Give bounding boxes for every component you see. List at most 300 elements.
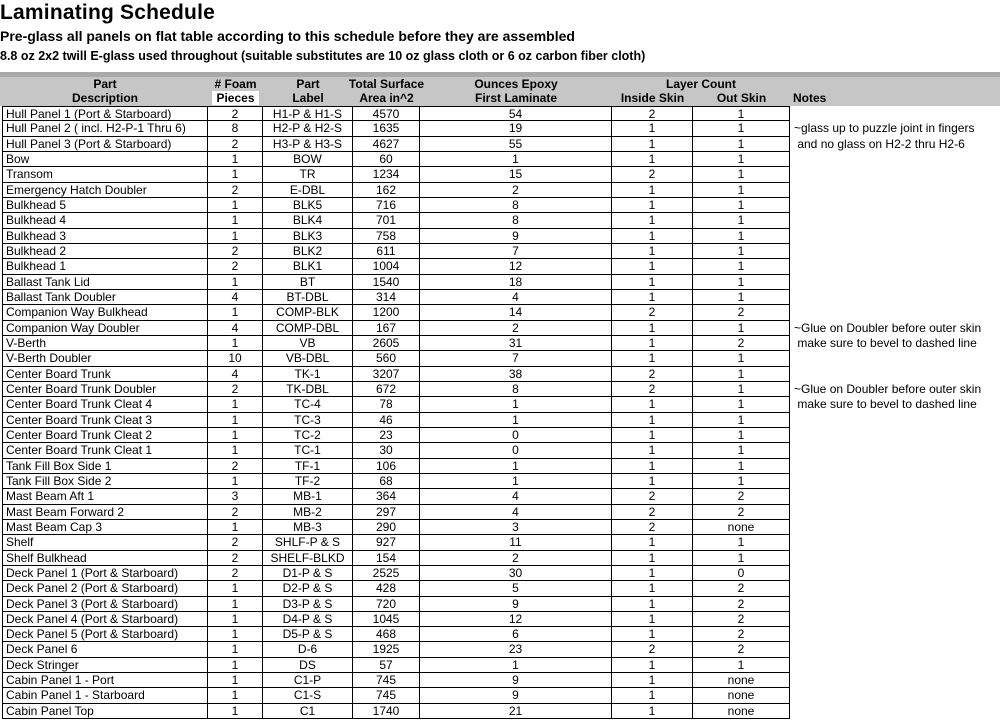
table-row	[3, 382, 999, 397]
cell-part-description: Bulkhead 5	[3, 198, 208, 213]
table-row	[3, 305, 999, 320]
cell-inside-skin: 2	[612, 382, 693, 397]
cell-foam-pieces: 2	[208, 566, 263, 581]
cell-surface-area: 1925	[353, 642, 420, 657]
cell-ounces-epoxy: 7	[420, 351, 612, 366]
table-row	[3, 428, 999, 443]
cell-surface-area: 1004	[353, 259, 420, 274]
table-row	[3, 520, 999, 535]
cell-out-skin: 2	[693, 505, 790, 520]
cell-out-skin: 1	[693, 198, 790, 213]
cell-surface-area: 78	[353, 397, 420, 412]
cell-note	[790, 612, 999, 627]
cell-ounces-epoxy: 0	[420, 443, 612, 458]
cell-out-skin: 1	[693, 367, 790, 382]
cell-out-skin: none	[693, 704, 790, 719]
cell-part-label: E-DBL	[263, 183, 353, 198]
cell-ounces-epoxy: 8	[420, 382, 612, 397]
cell-note: ~Glue on Doubler before outer skin	[794, 381, 982, 396]
cell-note	[790, 520, 999, 535]
table-row	[3, 658, 999, 673]
cell-surface-area: 1234	[353, 167, 420, 182]
cell-part-description: Hull Panel 3 (Port & Starboard)	[3, 137, 208, 152]
cell-inside-skin: 1	[612, 321, 693, 336]
cell-note	[790, 459, 999, 474]
cell-surface-area: 3207	[353, 367, 420, 382]
cell-surface-area: 716	[353, 198, 420, 213]
cell-inside-skin: 1	[612, 443, 693, 458]
cell-foam-pieces: 2	[208, 505, 263, 520]
cell-part-label: C1	[263, 704, 353, 719]
cell-part-description: Mast Beam Cap 3	[3, 520, 208, 535]
table-row	[3, 229, 999, 244]
cell-note: ~Glue on Doubler before outer skin	[794, 320, 982, 335]
cell-part-description: Shelf	[3, 535, 208, 550]
header-part-description-line1: Part	[93, 77, 117, 91]
cell-part-description: Ballast Tank Doubler	[3, 290, 208, 305]
table-row	[3, 137, 999, 152]
cell-inside-skin: 1	[612, 688, 693, 703]
subtitle-line1: Pre-glass all panels on flat table according to this schedule before they are assembled	[0, 28, 575, 44]
cell-out-skin: none	[693, 688, 790, 703]
cell-part-label: D3-P & S	[263, 597, 353, 612]
cell-part-label: TF-1	[263, 459, 353, 474]
table-row	[3, 321, 999, 336]
cell-foam-pieces: 10	[208, 351, 263, 366]
table-row	[3, 198, 999, 213]
cell-out-skin: 1	[693, 152, 790, 167]
cell-foam-pieces: 2	[208, 551, 263, 566]
cell-foam-pieces: 8	[208, 121, 263, 136]
cell-part-description: Deck Panel 3 (Port & Starboard)	[3, 597, 208, 612]
cell-surface-area: 46	[353, 413, 420, 428]
cell-out-skin: 1	[693, 397, 790, 412]
cell-inside-skin: 1	[612, 336, 693, 351]
cell-out-skin: 1	[693, 321, 790, 336]
cell-surface-area: 290	[353, 520, 420, 535]
cell-note	[790, 229, 999, 244]
cell-foam-pieces: 1	[208, 627, 263, 642]
table-row	[3, 673, 999, 688]
cell-foam-pieces: 2	[208, 259, 263, 274]
cell-part-description: Mast Beam Forward 2	[3, 505, 208, 520]
cell-inside-skin: 1	[612, 397, 693, 412]
cell-note	[790, 259, 999, 274]
cell-part-description: Cabin Panel 1 - Port	[3, 673, 208, 688]
cell-inside-skin: 1	[612, 597, 693, 612]
cell-ounces-epoxy: 6	[420, 627, 612, 642]
cell-part-label: D4-P & S	[263, 612, 353, 627]
cell-ounces-epoxy: 1	[420, 658, 612, 673]
cell-surface-area: 23	[353, 428, 420, 443]
cell-note	[790, 244, 999, 259]
cell-inside-skin: 2	[612, 489, 693, 504]
table-row	[3, 367, 999, 382]
table-row	[3, 459, 999, 474]
table-row	[3, 597, 999, 612]
cell-note	[790, 167, 999, 182]
cell-part-label: TF-2	[263, 474, 353, 489]
table-row	[3, 106, 999, 121]
header-inside-skin: Inside Skin	[620, 91, 685, 105]
cell-ounces-epoxy: 11	[420, 535, 612, 550]
cell-surface-area: 68	[353, 474, 420, 489]
cell-out-skin: 1	[693, 382, 790, 397]
table-row	[3, 474, 999, 489]
cell-note	[790, 213, 999, 228]
cell-foam-pieces: 2	[208, 183, 263, 198]
cell-inside-skin: 1	[612, 566, 693, 581]
cell-inside-skin: 1	[612, 229, 693, 244]
active-cell-highlight: Pieces	[212, 91, 258, 105]
cell-inside-skin: 2	[612, 642, 693, 657]
cell-foam-pieces: 1	[208, 688, 263, 703]
cell-ounces-epoxy: 2	[420, 551, 612, 566]
cell-ounces-epoxy: 19	[420, 121, 612, 136]
cell-surface-area: 701	[353, 213, 420, 228]
cell-surface-area: 106	[353, 459, 420, 474]
cell-part-label: BT-DBL	[263, 290, 353, 305]
header-layer-count: Layer Count	[665, 77, 736, 91]
table-row	[3, 688, 999, 703]
cell-out-skin: 2	[693, 627, 790, 642]
cell-foam-pieces: 1	[208, 658, 263, 673]
cell-part-description: Bulkhead 3	[3, 229, 208, 244]
cell-part-label: COMP-BLK	[263, 305, 353, 320]
cell-inside-skin: 1	[612, 137, 693, 152]
cell-part-description: Center Board Trunk Cleat 1	[3, 443, 208, 458]
cell-inside-skin: 1	[612, 259, 693, 274]
cell-note	[790, 183, 999, 198]
cell-part-label: MB-1	[263, 489, 353, 504]
cell-ounces-epoxy: 18	[420, 275, 612, 290]
cell-part-label: BLK4	[263, 213, 353, 228]
table-row	[3, 566, 999, 581]
cell-note	[790, 597, 999, 612]
cell-part-description: Deck Panel 1 (Port & Starboard)	[3, 566, 208, 581]
cell-inside-skin: 1	[612, 535, 693, 550]
cell-out-skin: 1	[693, 658, 790, 673]
cell-out-skin: 1	[693, 443, 790, 458]
cell-surface-area: 167	[353, 321, 420, 336]
cell-out-skin: 2	[693, 642, 790, 657]
cell-foam-pieces: 1	[208, 413, 263, 428]
cell-out-skin: 1	[693, 213, 790, 228]
cell-ounces-epoxy: 1	[420, 459, 612, 474]
cell-inside-skin: 1	[612, 658, 693, 673]
cell-part-label: TC-3	[263, 413, 353, 428]
cell-surface-area: 927	[353, 535, 420, 550]
cell-part-description: Hull Panel 2 ( incl. H2-P-1 Thru 6)	[3, 121, 208, 136]
cell-inside-skin: 1	[612, 213, 693, 228]
table-row	[3, 443, 999, 458]
cell-ounces-epoxy: 21	[420, 704, 612, 719]
header-ounces-epoxy-line1: Ounces Epoxy	[474, 77, 558, 91]
cell-foam-pieces: 1	[208, 275, 263, 290]
cell-surface-area: 1635	[353, 121, 420, 136]
cell-part-label: SHLF-P & S	[263, 535, 353, 550]
cell-surface-area: 720	[353, 597, 420, 612]
cell-foam-pieces: 1	[208, 581, 263, 596]
table-row	[3, 213, 999, 228]
table-row	[3, 244, 999, 259]
cell-inside-skin: 1	[612, 459, 693, 474]
cell-inside-skin: 1	[612, 627, 693, 642]
cell-note	[790, 290, 999, 305]
header-surface-area-line1: Total Surface	[348, 77, 425, 91]
cell-note	[790, 367, 999, 382]
cell-out-skin: 2	[693, 305, 790, 320]
cell-foam-pieces: 1	[208, 167, 263, 182]
cell-surface-area: 1200	[353, 305, 420, 320]
subtitle-line2: 8.8 oz 2x2 twill E-glass used throughout (suitable substitutes are 10 oz glass cloth or 6 oz carbon fiber cloth)	[0, 49, 646, 63]
table-row	[3, 275, 999, 290]
cell-note	[790, 474, 999, 489]
cell-part-label: VB	[263, 336, 353, 351]
cell-note	[790, 505, 999, 520]
cell-part-description: Hull Panel 1 (Port & Starboard)	[3, 106, 208, 121]
cell-out-skin: 1	[693, 137, 790, 152]
cell-ounces-epoxy: 1	[420, 474, 612, 489]
cell-ounces-epoxy: 14	[420, 305, 612, 320]
cell-part-description: Tank Fill Box Side 1	[3, 459, 208, 474]
header-notes: Notes	[793, 91, 827, 105]
cell-note	[790, 688, 999, 703]
cell-out-skin: 2	[693, 597, 790, 612]
cell-part-label: TK-1	[263, 367, 353, 382]
cell-surface-area: 2605	[353, 336, 420, 351]
header-ounces-epoxy-line2: First Laminate	[474, 91, 558, 105]
cell-note	[790, 566, 999, 581]
cell-out-skin: 2	[693, 489, 790, 504]
cell-out-skin: 0	[693, 566, 790, 581]
cell-note	[790, 428, 999, 443]
cell-note	[790, 704, 999, 719]
cell-part-label: MB-2	[263, 505, 353, 520]
table-row	[3, 704, 999, 719]
cell-foam-pieces: 1	[208, 642, 263, 657]
cell-foam-pieces: 1	[208, 612, 263, 627]
cell-part-label: TC-4	[263, 397, 353, 412]
cell-out-skin: 1	[693, 535, 790, 550]
cell-part-label: BT	[263, 275, 353, 290]
cell-ounces-epoxy: 8	[420, 213, 612, 228]
cell-part-description: V-Berth Doubler	[3, 351, 208, 366]
header-part-label-line2: Label	[292, 91, 324, 105]
table-row	[3, 535, 999, 550]
table-row	[3, 351, 999, 366]
cell-out-skin: 1	[693, 244, 790, 259]
cell-note	[790, 443, 999, 458]
cell-part-description: Deck Panel 4 (Port & Starboard)	[3, 612, 208, 627]
cell-ounces-epoxy: 9	[420, 688, 612, 703]
cell-part-description: Deck Panel 6	[3, 642, 208, 657]
table-row	[3, 612, 999, 627]
cell-note	[790, 642, 999, 657]
header-out-skin: Out Skin	[716, 91, 767, 105]
cell-ounces-epoxy: 3	[420, 520, 612, 535]
cell-part-description: Bulkhead 1	[3, 259, 208, 274]
cell-foam-pieces: 2	[208, 459, 263, 474]
cell-surface-area: 672	[353, 382, 420, 397]
cell-surface-area: 560	[353, 351, 420, 366]
cell-inside-skin: 1	[612, 413, 693, 428]
cell-inside-skin: 1	[612, 351, 693, 366]
cell-note	[790, 106, 999, 121]
cell-inside-skin: 1	[612, 704, 693, 719]
cell-part-label: C1-S	[263, 688, 353, 703]
cell-note	[790, 673, 999, 688]
cell-inside-skin: 1	[612, 673, 693, 688]
cell-foam-pieces: 1	[208, 229, 263, 244]
cell-part-description: Companion Way Bulkhead	[3, 305, 208, 320]
cell-inside-skin: 1	[612, 290, 693, 305]
cell-part-description: Cabin Panel Top	[3, 704, 208, 719]
header-part-description-line2: Description	[71, 91, 138, 105]
cell-out-skin: 1	[693, 428, 790, 443]
table-row	[3, 290, 999, 305]
cell-part-label: C1-P	[263, 673, 353, 688]
cell-foam-pieces: 2	[208, 382, 263, 397]
cell-ounces-epoxy: 0	[420, 428, 612, 443]
cell-surface-area: 1540	[353, 275, 420, 290]
cell-ounces-epoxy: 5	[420, 581, 612, 596]
cell-foam-pieces: 1	[208, 336, 263, 351]
cell-ounces-epoxy: 38	[420, 367, 612, 382]
cell-note	[790, 152, 999, 167]
cell-inside-skin: 1	[612, 612, 693, 627]
table-row	[3, 336, 999, 351]
cell-ounces-epoxy: 1	[420, 152, 612, 167]
cell-out-skin: 1	[693, 474, 790, 489]
cell-inside-skin: 1	[612, 551, 693, 566]
cell-part-label: TC-1	[263, 443, 353, 458]
cell-out-skin: 1	[693, 229, 790, 244]
cell-part-description: Transom	[3, 167, 208, 182]
cell-part-label: BLK5	[263, 198, 353, 213]
cell-part-description: Emergency Hatch Doubler	[3, 183, 208, 198]
cell-foam-pieces: 1	[208, 152, 263, 167]
cell-surface-area: 428	[353, 581, 420, 596]
cell-note	[790, 413, 999, 428]
table-row	[3, 551, 999, 566]
cell-foam-pieces: 3	[208, 489, 263, 504]
cell-part-description: Center Board Trunk Cleat 4	[3, 397, 208, 412]
cell-foam-pieces: 4	[208, 321, 263, 336]
cell-ounces-epoxy: 55	[420, 137, 612, 152]
cell-ounces-epoxy: 4	[420, 505, 612, 520]
cell-inside-skin: 1	[612, 474, 693, 489]
table-body	[2, 106, 999, 719]
cell-part-label: TK-DBL	[263, 382, 353, 397]
cell-part-description: Center Board Trunk	[3, 367, 208, 382]
cell-part-label: BLK2	[263, 244, 353, 259]
cell-foam-pieces: 1	[208, 397, 263, 412]
cell-part-description: Shelf Bulkhead	[3, 551, 208, 566]
cell-out-skin: 1	[693, 413, 790, 428]
table-row	[3, 183, 999, 198]
cell-part-description: Center Board Trunk Cleat 2	[3, 428, 208, 443]
cell-part-label: TC-2	[263, 428, 353, 443]
cell-inside-skin: 2	[612, 167, 693, 182]
cell-part-description: Mast Beam Aft 1	[3, 489, 208, 504]
cell-foam-pieces: 2	[208, 137, 263, 152]
cell-part-label: SHELF-BLKD	[263, 551, 353, 566]
cell-foam-pieces: 1	[208, 305, 263, 320]
cell-part-label: TR	[263, 167, 353, 182]
header-part-label-line1: Part	[296, 77, 320, 91]
cell-ounces-epoxy: 1	[420, 413, 612, 428]
cell-surface-area: 154	[353, 551, 420, 566]
table-row	[3, 489, 999, 504]
cell-inside-skin: 1	[612, 152, 693, 167]
cell-surface-area: 30	[353, 443, 420, 458]
cell-out-skin: 1	[693, 351, 790, 366]
table-row	[3, 167, 999, 182]
cell-out-skin: 1	[693, 259, 790, 274]
table-row	[3, 152, 999, 167]
cell-surface-area: 758	[353, 229, 420, 244]
cell-foam-pieces: 2	[208, 106, 263, 121]
cell-out-skin: 1	[693, 183, 790, 198]
page-title: Laminating Schedule	[0, 1, 215, 24]
cell-inside-skin: 2	[612, 520, 693, 535]
cell-surface-area: 297	[353, 505, 420, 520]
cell-foam-pieces: 1	[208, 704, 263, 719]
cell-ounces-epoxy: 15	[420, 167, 612, 182]
cell-out-skin: 1	[693, 290, 790, 305]
cell-part-description: Deck Panel 2 (Port & Starboard)	[3, 581, 208, 596]
cell-part-label: D1-P & S	[263, 566, 353, 581]
cell-part-label: D2-P & S	[263, 581, 353, 596]
cell-surface-area: 60	[353, 152, 420, 167]
cell-part-description: Companion Way Doubler	[3, 321, 208, 336]
cell-part-label: MB-3	[263, 520, 353, 535]
cell-ounces-epoxy: 9	[420, 673, 612, 688]
cell-ounces-epoxy: 4	[420, 290, 612, 305]
cell-ounces-epoxy: 1	[420, 397, 612, 412]
header-foam-pieces-line1: # Foam	[214, 77, 257, 91]
cell-note	[790, 275, 999, 290]
cell-note: make sure to bevel to dashed line	[794, 335, 977, 350]
cell-note	[790, 535, 999, 550]
cell-inside-skin: 2	[612, 505, 693, 520]
cell-part-label: COMP-DBL	[263, 321, 353, 336]
cell-foam-pieces: 1	[208, 428, 263, 443]
cell-part-description: Ballast Tank Lid	[3, 275, 208, 290]
cell-ounces-epoxy: 31	[420, 336, 612, 351]
cell-part-description: Tank Fill Box Side 2	[3, 474, 208, 489]
cell-ounces-epoxy: 30	[420, 566, 612, 581]
cell-surface-area: 468	[353, 627, 420, 642]
cell-out-skin: 2	[693, 581, 790, 596]
header-foam-pieces-line2	[208, 91, 263, 105]
table-row	[3, 505, 999, 520]
cell-ounces-epoxy: 54	[420, 106, 612, 121]
cell-surface-area: 1740	[353, 704, 420, 719]
cell-out-skin: 2	[693, 612, 790, 627]
cell-out-skin: 1	[693, 459, 790, 474]
cell-surface-area: 4627	[353, 137, 420, 152]
cell-ounces-epoxy: 7	[420, 244, 612, 259]
cell-inside-skin: 1	[612, 428, 693, 443]
cell-ounces-epoxy: 12	[420, 612, 612, 627]
cell-surface-area: 745	[353, 688, 420, 703]
cell-surface-area: 162	[353, 183, 420, 198]
cell-ounces-epoxy: 9	[420, 229, 612, 244]
cell-foam-pieces: 2	[208, 535, 263, 550]
cell-ounces-epoxy: 4	[420, 489, 612, 504]
